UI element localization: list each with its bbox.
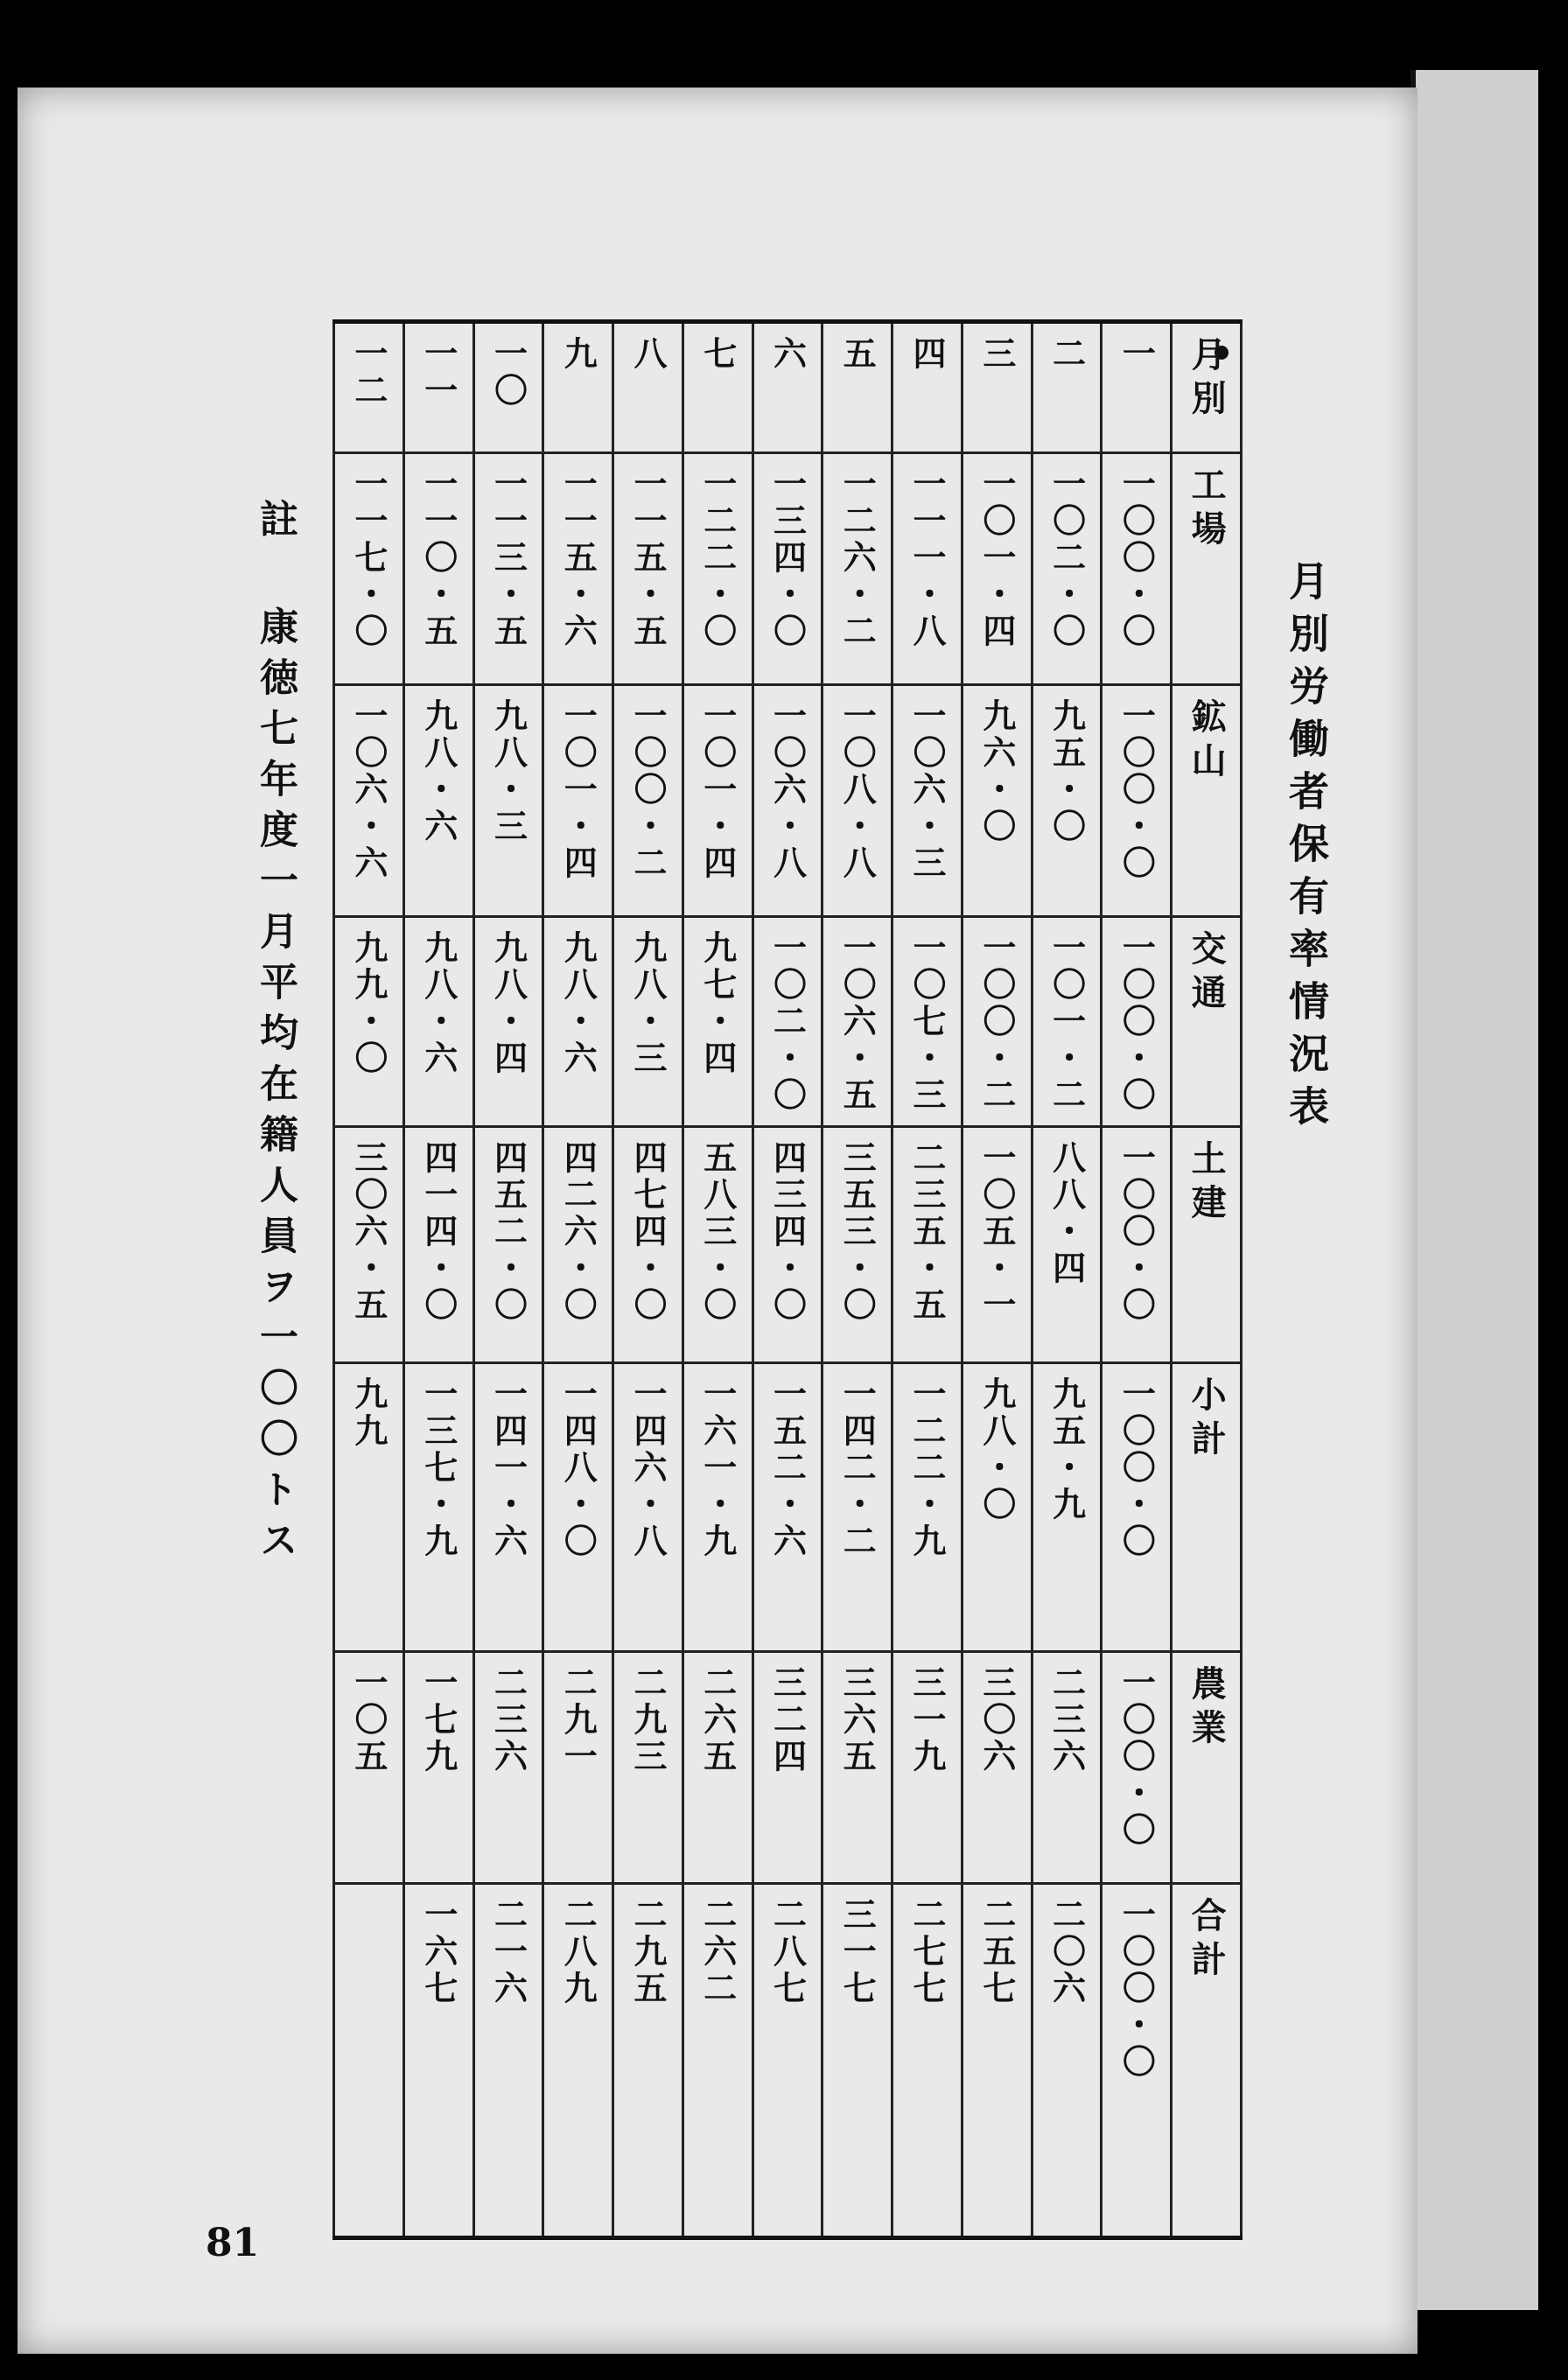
value-cell (892, 917, 962, 1127)
data-table-container (332, 319, 1242, 2240)
value-cell (682, 917, 752, 1127)
value-cell (962, 1127, 1032, 1363)
value-text: 一〇七・三 (907, 930, 948, 1114)
value-text: 三一七 (837, 1897, 878, 2007)
category-row (334, 1884, 1242, 2238)
value-text: 一〇二・〇 (1046, 466, 1087, 650)
month-header-cell (473, 322, 543, 453)
document-title: 月別労働者保有率情況表 (1283, 560, 1330, 1138)
value-cell (543, 1363, 613, 1652)
value-text: 九八・六 (558, 930, 598, 1077)
value-text: 一〇〇・〇 (1116, 466, 1157, 650)
value-text: 九八・四 (488, 930, 528, 1077)
value-text: 二九一 (558, 1665, 598, 1775)
value-cell (682, 1127, 752, 1363)
category-row (334, 1127, 1242, 1363)
value-cell (962, 1652, 1032, 1884)
value-text: 二七七 (907, 1897, 948, 2007)
value-cell (892, 1884, 962, 2238)
monthly-ratio-table (332, 319, 1242, 2240)
value-text: 一〇〇・〇 (1116, 1376, 1157, 1560)
value-cell (473, 1363, 543, 1652)
value-text: 一〇六・六 (348, 698, 388, 882)
value-text: 一〇二・〇 (767, 930, 808, 1114)
value-text: 二〇六 (1046, 1897, 1087, 2007)
category-label: 月別 (1186, 336, 1228, 424)
value-cell (892, 1652, 962, 1884)
value-cell (682, 1884, 752, 2238)
value-text: 一一〇・五 (418, 466, 458, 650)
value-text: 一二二・〇 (697, 466, 738, 650)
value-text: 二三五・五 (907, 1140, 948, 1324)
category-label: 工場 (1186, 466, 1228, 554)
value-text: 二五七 (976, 1897, 1017, 2007)
month-label: 四 (907, 336, 948, 373)
category-header-cell (1172, 917, 1242, 1127)
value-text: 三〇六 (976, 1665, 1017, 1775)
value-cell (822, 1884, 892, 2238)
value-cell (334, 917, 404, 1127)
value-text: 一五二・六 (767, 1376, 808, 1560)
value-cell (1032, 917, 1102, 1127)
category-label: 交通 (1186, 930, 1228, 1018)
category-header-cell (1172, 1652, 1242, 1884)
value-cell (1032, 453, 1102, 685)
value-cell (334, 685, 404, 917)
value-text: 四七四・〇 (627, 1140, 668, 1324)
value-text: 八八・四 (1046, 1140, 1087, 1287)
value-cell (752, 1884, 822, 2238)
value-cell (613, 685, 683, 917)
value-cell (334, 1884, 404, 2238)
month-label: 一一 (418, 336, 458, 410)
month-label: 九 (558, 336, 598, 373)
value-text: 一〇一・四 (976, 466, 1017, 650)
value-text: 一〇六・八 (767, 698, 808, 882)
value-cell (473, 1127, 543, 1363)
category-row (334, 1652, 1242, 1884)
value-cell (892, 685, 962, 917)
value-cell (892, 453, 962, 685)
value-text: 一〇一・二 (1046, 930, 1087, 1114)
value-cell (334, 453, 404, 685)
value-text: 一〇八・八 (837, 698, 878, 882)
value-cell (822, 685, 892, 917)
value-text: 九七・四 (697, 930, 738, 1077)
category-label: 鉱山 (1186, 698, 1228, 786)
value-cell (543, 1884, 613, 2238)
value-text: 一〇〇・〇 (1116, 930, 1157, 1114)
month-header-cell (1032, 322, 1102, 453)
value-cell (1032, 1127, 1102, 1363)
value-cell (403, 1884, 473, 2238)
value-cell (334, 1127, 404, 1363)
value-cell (822, 917, 892, 1127)
value-cell (403, 1127, 473, 1363)
value-text: 二九三 (627, 1665, 668, 1775)
value-text: 三一九 (907, 1665, 948, 1775)
month-label: 六 (767, 336, 808, 373)
value-cell (962, 685, 1032, 917)
value-text: 一〇〇・〇 (1116, 1897, 1157, 2081)
month-label: 一〇 (488, 336, 528, 410)
value-text: 一一一・八 (907, 466, 948, 650)
value-cell (1102, 453, 1172, 685)
value-cell (682, 685, 752, 917)
value-text: 九八・六 (418, 930, 458, 1077)
value-text: 九五・〇 (1046, 698, 1087, 845)
category-label: 合計 (1186, 1897, 1228, 1984)
value-cell (473, 1884, 543, 2238)
value-cell (334, 1363, 404, 1652)
value-text: 二八七 (767, 1897, 808, 2007)
month-label: 一二 (348, 336, 388, 410)
value-cell (962, 453, 1032, 685)
value-cell (1102, 685, 1172, 917)
category-row (334, 685, 1242, 917)
value-text: 一四八・〇 (558, 1376, 598, 1560)
value-cell (543, 1127, 613, 1363)
value-text: 四一四・〇 (418, 1140, 458, 1324)
value-cell (1032, 1363, 1102, 1652)
value-text: 一〇一・四 (558, 698, 598, 882)
value-cell (403, 1363, 473, 1652)
value-text: 一三四・〇 (767, 466, 808, 650)
month-header-cell (403, 322, 473, 453)
value-cell (334, 1652, 404, 1884)
value-cell (613, 1127, 683, 1363)
category-header-cell (1172, 1363, 1242, 1652)
value-cell (613, 453, 683, 685)
value-cell (473, 1652, 543, 1884)
value-cell (752, 1652, 822, 1884)
month-label: 七 (697, 336, 738, 373)
value-cell (682, 1363, 752, 1652)
value-text: 九九・〇 (348, 930, 388, 1077)
month-header-cell (962, 322, 1032, 453)
value-text: 一四一・六 (488, 1376, 528, 1560)
month-label: 五 (837, 336, 878, 373)
category-label: 農業 (1186, 1665, 1228, 1753)
value-text: 一六七 (418, 1897, 458, 2007)
value-cell (682, 453, 752, 685)
value-text: 一〇五・一 (976, 1140, 1017, 1324)
next-page-edge (1410, 70, 1538, 2310)
value-text: 三六五 (837, 1665, 878, 1775)
value-text: 一〇〇・〇 (1116, 1140, 1157, 1324)
value-text: 一〇〇・〇 (1116, 1665, 1157, 1849)
value-cell (1102, 1127, 1172, 1363)
month-header-cell (613, 322, 683, 453)
value-cell (543, 453, 613, 685)
value-text: 三五三・〇 (837, 1140, 878, 1324)
value-text: 三二四 (767, 1665, 808, 1775)
value-cell (613, 917, 683, 1127)
value-cell (1102, 1884, 1172, 2238)
value-cell (822, 1127, 892, 1363)
value-cell (822, 453, 892, 685)
value-text: 一七九 (418, 1665, 458, 1775)
value-text: 一一五・六 (558, 466, 598, 650)
value-text: 三〇六・五 (348, 1140, 388, 1324)
month-header-cell (543, 322, 613, 453)
value-text: 四五二・〇 (488, 1140, 528, 1324)
value-cell (473, 917, 543, 1127)
month-header-cell (752, 322, 822, 453)
value-cell (822, 1363, 892, 1652)
value-cell (613, 1884, 683, 2238)
value-cell (1102, 1363, 1172, 1652)
value-text: 一六一・九 (697, 1376, 738, 1560)
value-text: 四三四・〇 (767, 1140, 808, 1324)
category-header-cell (1172, 322, 1242, 453)
header-row-months (334, 322, 1242, 453)
value-cell (473, 685, 543, 917)
value-cell (403, 917, 473, 1127)
value-text: 九八・三 (627, 930, 668, 1077)
value-cell (403, 1652, 473, 1884)
value-text: 二九五 (627, 1897, 668, 2007)
value-text: 九六・〇 (976, 698, 1017, 845)
month-header-cell (822, 322, 892, 453)
value-cell (403, 453, 473, 685)
value-text: 九八・〇 (976, 1376, 1017, 1523)
month-header-cell (1102, 322, 1172, 453)
category-row (334, 1363, 1242, 1652)
value-text: 九九 (348, 1376, 388, 1450)
page-number: 81 (206, 2221, 260, 2265)
value-text: 四二六・〇 (558, 1140, 598, 1324)
value-cell (403, 685, 473, 917)
value-cell (962, 1363, 1032, 1652)
value-cell (543, 917, 613, 1127)
value-cell (962, 917, 1032, 1127)
value-cell (1102, 917, 1172, 1127)
value-cell (962, 1884, 1032, 2238)
value-text: 一〇一・四 (697, 698, 738, 882)
value-cell (543, 1652, 613, 1884)
category-row (334, 453, 1242, 685)
value-cell (892, 1127, 962, 1363)
value-text: 一〇五 (348, 1665, 388, 1775)
value-cell (1032, 1652, 1102, 1884)
category-header-cell (1172, 685, 1242, 917)
category-row (334, 917, 1242, 1127)
value-text: 二六二 (697, 1897, 738, 2007)
value-cell (613, 1363, 683, 1652)
value-text: 二三六 (1046, 1665, 1087, 1775)
category-header-cell (1172, 1884, 1242, 2238)
value-text: 二八九 (558, 1897, 598, 2007)
category-header-cell (1172, 1127, 1242, 1363)
month-header-cell (682, 322, 752, 453)
value-text: 一〇〇・二 (627, 698, 668, 882)
value-text: 一〇六・三 (907, 698, 948, 882)
value-cell (1032, 685, 1102, 917)
value-cell (752, 453, 822, 685)
table-note: 註 康徳七年度一月平均在籍人員ヲ一〇〇トス (253, 499, 298, 1571)
value-text: 二一六 (488, 1897, 528, 2007)
value-text: 一四二・二 (837, 1376, 878, 1560)
value-cell (752, 685, 822, 917)
value-cell (473, 453, 543, 685)
month-label: 三 (976, 336, 1017, 373)
value-text: 九八・六 (418, 698, 458, 845)
value-cell (543, 685, 613, 917)
value-text: 一〇〇・二 (976, 930, 1017, 1114)
value-text: 一二二・九 (907, 1376, 948, 1560)
category-label: 土建 (1186, 1140, 1228, 1228)
month-label: 一 (1116, 336, 1157, 373)
value-cell (1102, 1652, 1172, 1884)
value-text: 二六五 (697, 1665, 738, 1775)
value-cell (822, 1652, 892, 1884)
month-label: 二 (1046, 336, 1087, 373)
value-text: 一一七・〇 (348, 466, 388, 650)
value-text: 一一三・五 (488, 466, 528, 650)
value-text: 一〇六・五 (837, 930, 878, 1114)
value-text: 一二六・二 (837, 466, 878, 650)
value-text: 一三七・九 (418, 1376, 458, 1560)
category-header-cell (1172, 453, 1242, 685)
value-cell (752, 1363, 822, 1652)
value-text: 五八三・〇 (697, 1140, 738, 1324)
month-label: 八 (627, 336, 668, 373)
value-text: 二三六 (488, 1665, 528, 1775)
value-cell (682, 1652, 752, 1884)
value-cell (752, 1127, 822, 1363)
value-text: 一〇〇・〇 (1116, 698, 1157, 882)
month-header-cell (892, 322, 962, 453)
value-text: 一一五・五 (627, 466, 668, 650)
value-text: 九八・三 (488, 698, 528, 845)
category-label: 小計 (1186, 1376, 1228, 1464)
value-cell (892, 1363, 962, 1652)
value-cell (752, 917, 822, 1127)
value-text: 九五・九 (1046, 1376, 1087, 1523)
value-text: 一四六・八 (627, 1376, 668, 1560)
month-header-cell (334, 322, 404, 453)
value-cell (1032, 1884, 1102, 2238)
value-cell (613, 1652, 683, 1884)
